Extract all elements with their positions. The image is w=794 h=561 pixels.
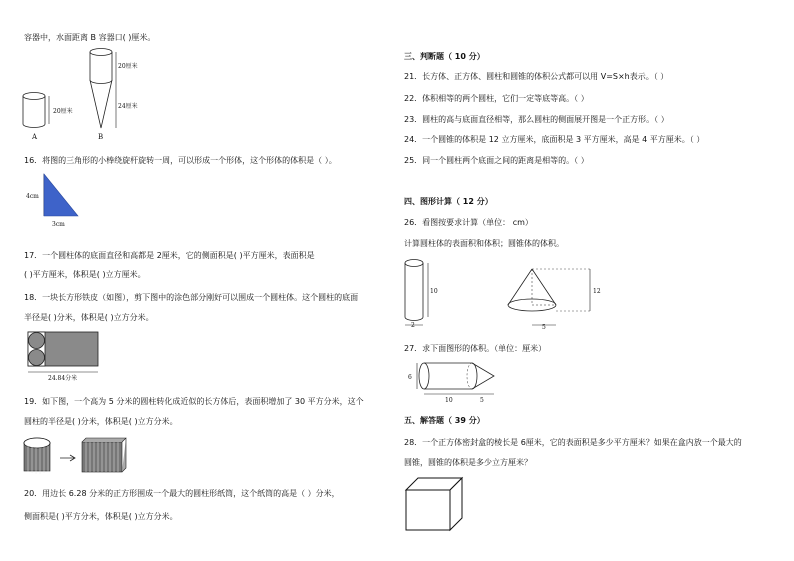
sheet-length-label: 24.84分米 bbox=[48, 375, 78, 382]
triangle-side-label: 4cm bbox=[26, 193, 39, 200]
sliced-cylinder bbox=[24, 438, 50, 474]
q25-text: 25．同一个圆柱两个底面之间的距离是相等的。（ ） bbox=[404, 156, 589, 165]
cone-radius-label: 5 bbox=[542, 324, 546, 331]
cylinder-diameter-label: 2 bbox=[411, 322, 415, 329]
q17-line1: 17．一个圆柱体的底面直径和高都是 2厘米，它的侧面积是( )平方厘米，表面积是 bbox=[24, 251, 315, 260]
cylinder-height-label: 10 bbox=[430, 288, 438, 295]
q28-cube-figure bbox=[404, 476, 466, 534]
q28-line1: 28．一个正方体密封盒的棱长是 6厘米，它的表面积是多少平方厘米？如果在盒内放一个最大的 bbox=[404, 438, 742, 447]
section-4-heading: 四、图形计算（ 12 分） bbox=[404, 197, 493, 206]
section-3-heading: 三、判断题（ 10 分） bbox=[404, 52, 485, 61]
q17-line2: ( )平方厘米，体积是( )立方厘米。 bbox=[24, 270, 146, 279]
q19-transform-figure bbox=[22, 436, 132, 478]
cone-height-label: 12 bbox=[593, 288, 601, 295]
q27-cylinder-length-label: 10 bbox=[445, 397, 453, 404]
q24-text: 24．一个圆锥的体积是 12 立方厘米，底面积是 3 平方厘米，高是 4 平方厘米。（ ） bbox=[404, 135, 705, 144]
q27-figure bbox=[404, 358, 514, 408]
q21-text: 21．长方体、正方体、圆柱和圆锥的体积公式都可以用 V=S×h表示。（ ） bbox=[404, 72, 669, 81]
tall-cylinder bbox=[405, 260, 428, 326]
q20-line2: 侧面积是( )平方分米，体积是( )立方分米。 bbox=[24, 512, 178, 521]
label-b: B bbox=[98, 133, 104, 141]
q19-line1: 19．如下图，一个高为 5 分米的圆柱转化成近似的长方体后，表面积增加了 30 平方分米，这个 bbox=[24, 397, 364, 406]
label-b-bottom: 24厘米 bbox=[118, 103, 138, 110]
q20-line1: 20．用边长 6.28 分米的正方形围成一个最大的圆柱形纸筒，这个纸筒的高是（ ）分米， bbox=[24, 489, 340, 498]
q15-figure bbox=[20, 46, 150, 146]
q23-text: 23．圆柱的高与底面直径相等，那么圆柱的侧面展开图是一个正方形。（ ） bbox=[404, 115, 669, 124]
cone bbox=[508, 269, 592, 325]
q28-line2: 圆锥，圆锥的体积是多少立方厘米？ bbox=[404, 458, 532, 467]
q27-diameter-label: 6 bbox=[408, 374, 412, 381]
q26-subtext: 计算圆柱体的表面积和体积；圆锥体的体积。 bbox=[404, 239, 564, 248]
q19-line2: 圆柱的半径是( )分米，体积是( )立方分米。 bbox=[24, 417, 178, 426]
q18-sheet-figure bbox=[22, 330, 102, 382]
section-5-heading: 五、解答题（ 39 分） bbox=[404, 416, 485, 425]
container-b bbox=[90, 49, 116, 129]
cylinder-a bbox=[23, 93, 49, 128]
q26-figures bbox=[400, 255, 610, 335]
q16-text: 16．将图的三角形的小棒绕旋杆旋转一周，可以形成一个形体，这个形体的体积是（ ）。 bbox=[24, 156, 337, 165]
q22-text: 22．体积相等的两个圆柱，它们一定等底等高。（ ） bbox=[404, 94, 589, 103]
label-b-top: 20厘米 bbox=[118, 63, 138, 70]
cuboid-slices bbox=[82, 438, 126, 472]
transform-arrow-icon bbox=[60, 455, 75, 461]
q18-line1: 18．一块长方形铁皮（如图），剪下图中的涂色部分刚好可以围成一个圆柱体。这个圆柱的底面 bbox=[24, 293, 359, 302]
q18-line2: 半径是( )分米，体积是( )立方分米。 bbox=[24, 313, 154, 322]
label-a: A bbox=[32, 133, 38, 141]
q26-text: 26．看图按要求计算（单位： cm） bbox=[404, 218, 533, 227]
q16-triangle-figure bbox=[20, 172, 90, 232]
q15-tail: 容器中，水面距离 B 容器口( )厘米。 bbox=[24, 33, 156, 42]
q27-cone-length-label: 5 bbox=[480, 397, 484, 404]
q27-text: 27．求下面图形的体积。（单位：厘米） bbox=[404, 344, 547, 353]
triangle-base-label: 3cm bbox=[52, 221, 65, 228]
label-a-height: 20厘米 bbox=[53, 108, 73, 115]
